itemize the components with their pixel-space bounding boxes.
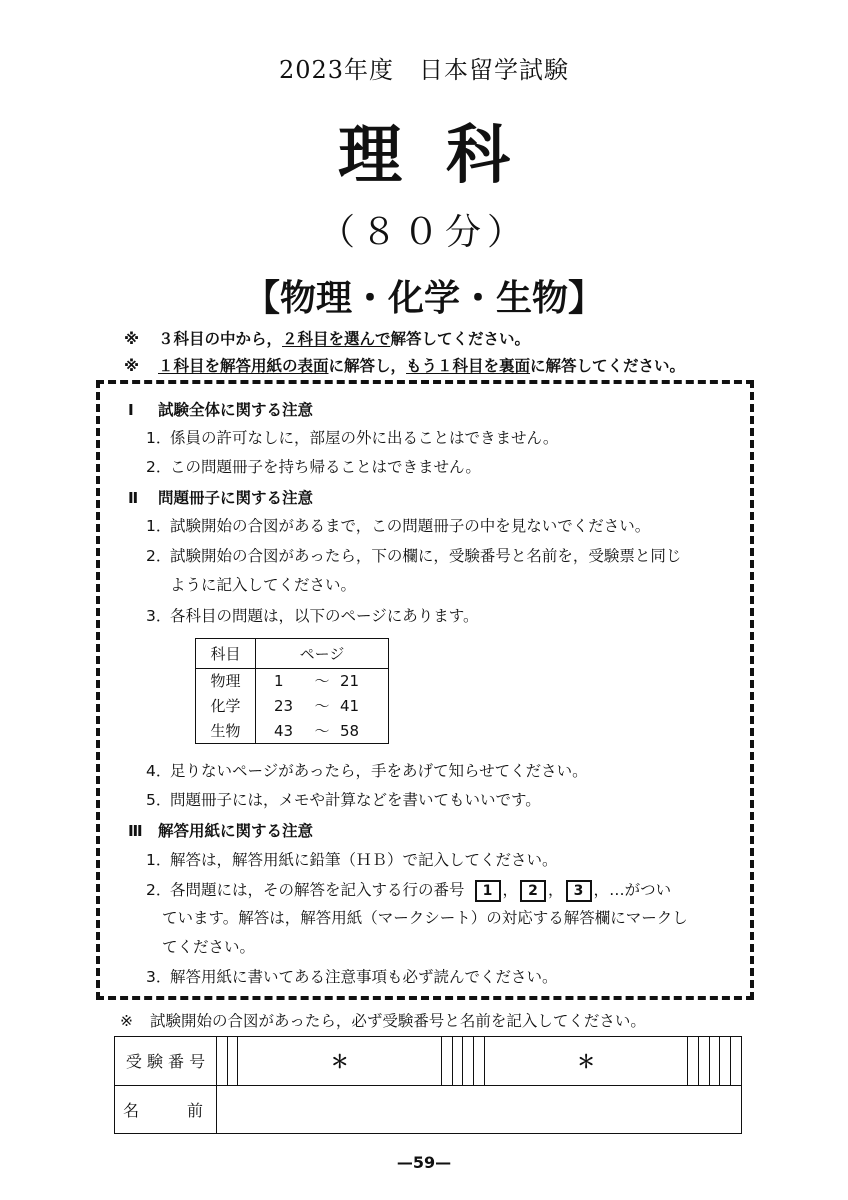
page-from: 43 [274, 721, 294, 740]
sec2-item-3: 3．各科目の問題は，以下のページにあります。 [146, 607, 479, 625]
exam-number-cell[interactable] [709, 1037, 720, 1086]
page-tilde: ～ [314, 672, 330, 691]
note2-text-b: に解答し， [328, 357, 407, 375]
sec3-item-2-cont: ています。解答は，解答用紙（マークシート）の対応する解答欄にマークし [162, 909, 688, 927]
exam-duration: （８０分） [318, 212, 529, 253]
page-to: 21 [340, 672, 360, 691]
exam-number-cell[interactable] [452, 1037, 463, 1086]
answer-row-number-box: 2 [520, 880, 546, 902]
top-note-2 [124, 354, 685, 376]
exam-number-cell[interactable] [217, 1037, 228, 1086]
sec2-item-1: 1．試験開始の合図があるまで，この問題冊子の中を見ないでください。 [146, 517, 651, 535]
sec2-item-2: 2．試験開始の合図があったら，下の欄に，受験番号と名前を，受験票と同じ [146, 547, 682, 565]
exam-number-row [115, 1037, 742, 1086]
top-note-1 [124, 327, 530, 349]
note1-text-c: 解答してください。 [390, 330, 531, 348]
page-tilde: ～ [314, 721, 330, 740]
table-row [196, 669, 389, 694]
answer-row-number-box: 3 [566, 880, 592, 902]
exam-number-cell[interactable] [731, 1037, 742, 1086]
sec3-item-1: 1．解答は，解答用紙に鉛筆（ＨＢ）で記入してください。 [146, 851, 558, 869]
exam-number-cell[interactable] [720, 1037, 731, 1086]
note1-text-b: ２科目を選んで [282, 330, 391, 348]
sec3-item-2: 2．各問題には，その解答を記入する行の番号 1 ， 2 ， 3 ，…がつい [146, 878, 671, 902]
sec1-item-2: 2．この問題冊子を持ち帰ることはできません。 [146, 458, 481, 476]
sec3-item-2-cont2: てください。 [162, 938, 256, 956]
header-subject: 科目 [196, 639, 256, 669]
exam-number-cell[interactable] [227, 1037, 238, 1086]
page-number: —59— [396, 1153, 452, 1172]
section-1-heading: Ⅰ 試験全体に関する注意 [128, 401, 314, 419]
name-field[interactable] [217, 1085, 742, 1134]
note-mark: ※ [124, 330, 140, 348]
sec2-item-4: 4．足りないページがあったら，手をあげて知らせてください。 [146, 762, 588, 780]
note1-text-a: ３科目の中から， [158, 330, 283, 348]
subject-title: 理科 [338, 118, 554, 193]
page-to: 58 [340, 721, 360, 740]
name-row [115, 1085, 742, 1134]
exam-number-cell[interactable] [699, 1037, 710, 1086]
page-from: 23 [274, 696, 294, 715]
header-page: ページ [256, 639, 389, 669]
table-header-row [196, 639, 389, 669]
subject-page-table [195, 638, 389, 744]
note2-text-c: もう１科目を裏面 [406, 357, 531, 375]
sec2-item-2-cont: ように記入してください。 [170, 576, 357, 594]
exam-number-label: 受 験 番 号 [115, 1037, 217, 1086]
exam-number-star: ＊ [484, 1037, 688, 1086]
page-tilde: ～ [314, 696, 330, 715]
exam-year: 2023年度 日本留学試験 [278, 56, 570, 84]
sec3-item-3: 3．解答用紙に書いてある注意事項も必ず読んでください。 [146, 968, 558, 986]
fill-in-note: ※ 試験開始の合図があったら，必ず受験番号と名前を記入してください。 [120, 1012, 646, 1030]
note-mark: ※ [124, 357, 140, 375]
name-label: 名 前 [115, 1085, 217, 1134]
subjects-line: 【物理・化学・生物】 [243, 277, 604, 319]
table-row [196, 718, 389, 743]
row-subject: 生物 [196, 718, 256, 743]
exam-number-cell[interactable] [463, 1037, 474, 1086]
page-to: 41 [340, 696, 360, 715]
page-from: 1 [274, 672, 284, 691]
exam-number-cell[interactable] [474, 1037, 485, 1086]
examinee-id-table [114, 1036, 742, 1134]
row-subject: 物理 [196, 669, 256, 694]
table-row [196, 694, 389, 719]
note2-text-a: １科目を解答用紙の表面 [158, 357, 329, 375]
sec2-item-5: 5．問題冊子には，メモや計算などを書いてもいいです。 [146, 791, 541, 809]
exam-number-star: ＊ [238, 1037, 442, 1086]
note2-text-d: に解答してください。 [530, 357, 686, 375]
section-3-heading: Ⅲ 解答用紙に関する注意 [128, 822, 314, 840]
row-subject: 化学 [196, 694, 256, 719]
exam-number-cell[interactable] [688, 1037, 699, 1086]
sec1-item-1: 1．係員の許可なしに，部屋の外に出ることはできません。 [146, 429, 559, 447]
section-2-heading: Ⅱ 問題冊子に関する注意 [128, 489, 314, 507]
answer-row-number-box: 1 [475, 880, 501, 902]
exam-number-cell[interactable] [441, 1037, 452, 1086]
